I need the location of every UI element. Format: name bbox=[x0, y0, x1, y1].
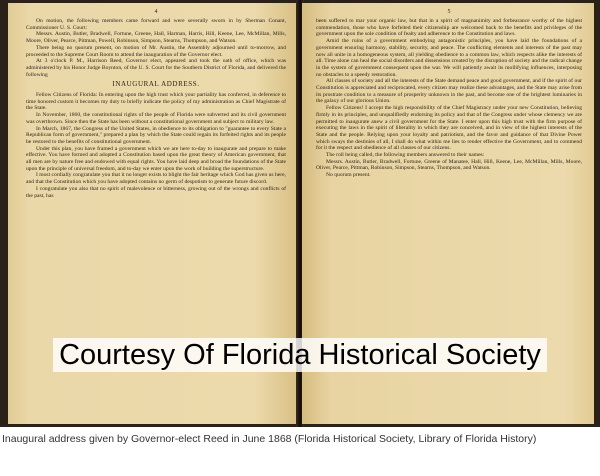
address-paragraph: In November, 1860, the constitutional rights of the people of Florida were subverted and its civil government was overthrown. Since then the State has been without a constitutional government and subject to military law. bbox=[26, 112, 286, 125]
watermark-text: Courtesy Of Florida Historical Society bbox=[53, 338, 547, 372]
inaugural-address-heading: INAUGURAL ADDRESS. bbox=[112, 80, 200, 89]
image-caption: Inaugural address given by Governor-elect Reed in June 1868 (Florida Historical Society, Library of Florida History) bbox=[2, 433, 537, 445]
left-paragraph: On motion, the following members came forward and were severally sworn in by Sherman Conant, Commissioner U. S. Court: bbox=[26, 18, 286, 31]
right-page bbox=[302, 3, 594, 424]
left-paragraph: There being no quorum present, on motion of Mr. Austin, the Assembly adjourned until to-morrow, and proceeded to the Supreme Court Room to attend the inauguration of the Governor elect. bbox=[26, 44, 286, 58]
left-page-number: 4 bbox=[154, 9, 158, 15]
right-paragraph: Amid the ruins of a government embodying antagonistic principles, you have laid the foundations of a government ensuring harmony, stability, security, and peace. The conflicting elements and interests of the past may now all unite in a homogeneous system, all yielding obedience to a common law, which respects alike the interests of all. Time alone can heal the social disorders and dissensions created by the disruption of society and the radical change in the system of government consequent upon the war. We will patiently await its mollifying influences, interposing no obstacles to a speedy restoration. bbox=[316, 38, 582, 78]
address-paragraph: I most cordially congratulate you that it no longer exists to blight the fair heritage which God has given us here, and that the Constitution which you have adopted contains no germ of despotism to generate future discord. bbox=[26, 172, 286, 186]
left-paragraph: At 3 o'clock P. M., Harrison Reed, Governor elect, appeared and took the oath of office, which was administered by his Honor Judge Boynton, of the U. S. Court for the Southern District of Florida, and delivered the following bbox=[26, 58, 286, 78]
address-paragraph: Under this plan, you have framed a government which we are here to-day to inaugurate and prepare to make effective. You have formed and adopted a Constitution based upon the great theory of American government, that all men are by nature free and endowed with equal rights. You have laid deep and broad the foundations of the State upon the principle of universal freedom, and to-day we enter upon the work of building the superstructure. bbox=[26, 145, 286, 172]
right-paragraph: Fellow Citizens! I accept the high responsibility of the Chief Magistracy under your new Constitution, believing firmly in its principles, and unqualifiedly endorsing its policy and that of the Congress under whose clemency we are permitted to inaugurate anew a civil government for the State. I enter upon this high trust with the firm purpose of executing the laws in the spirit of liberality in which they are conceived, and in view of the highest interests of the State and the people. Relying upon your loyalty and patriotism, and the favor and guidance of that Divine Power which sways the destinies of all, I shall do what within me lies to render effective the Government, and to commend for it the respect and obedience of all classes of our citizens. bbox=[316, 105, 582, 152]
address-paragraph: In March, 1867, the Congress of the United States, in obedience to its obligation to "guarantee to every State a Republican form of government," prepared a plan by which the State could regain its forfeited rights and its people be restored to the benefits of constitutional government. bbox=[26, 125, 286, 145]
address-paragraph: I congratulate you also that no spirit of malevolence or bitterness, growing out of the wrongs and conflicts of the past, has bbox=[26, 185, 286, 199]
right-paragraph: All classes of society and all the interests of the State demand peace and good government, and if the spirit of our Constitution is appreciated and reciprocated, every citizen may realize these advantages, and the State may arise from its prostrate condition to a measure of prosperity unknown in the past, and become one of the brightest luminaries in the galaxy of our glorious Union. bbox=[316, 78, 582, 105]
right-paragraph: No quorum present. bbox=[326, 172, 371, 179]
right-page-number: 5 bbox=[447, 9, 451, 15]
left-page bbox=[8, 3, 298, 424]
left-paragraph: Messrs. Austin, Butler, Bradwell, Fortune, Greene, Hall, Harman, Harris, Hill, Keene, Lee, McMillan, Mills, Moore, Oliver, Pearce, Pittman, Powell, Robinson, Simpson, Stearns, Thompson, and Watson. bbox=[26, 31, 286, 45]
right-paragraph: The roll being called, the following members answered to their names: bbox=[326, 152, 485, 159]
address-paragraph: Fellow Citizens of Florida: In entering upon the high trust which your partiality has conferred, in deference to time honored custom it becomes my duty to briefly indicate the policy of my administration as Chief Magistrate of the State. bbox=[26, 92, 286, 112]
right-paragraph: Messrs. Austin, Butler, Bradwell, Fortune, Greene of Manatee, Hall, Hill, Keene, Lee, McMillan, Mills, Moore, Oliver, Pearce, Pittman, Robinson, Simpson, Stearns, Thompson, and Watson. bbox=[316, 158, 582, 172]
right-paragraph: been suffered to mar your organic law, but that in a spirit of magnanimity and forbearance worthy of the highest commendation, those who have forfeited their citizenship are welcomed back to the benefits and privileges of the government upon the sole condition of fealty and adherence to the Constitution and laws. bbox=[316, 18, 582, 38]
